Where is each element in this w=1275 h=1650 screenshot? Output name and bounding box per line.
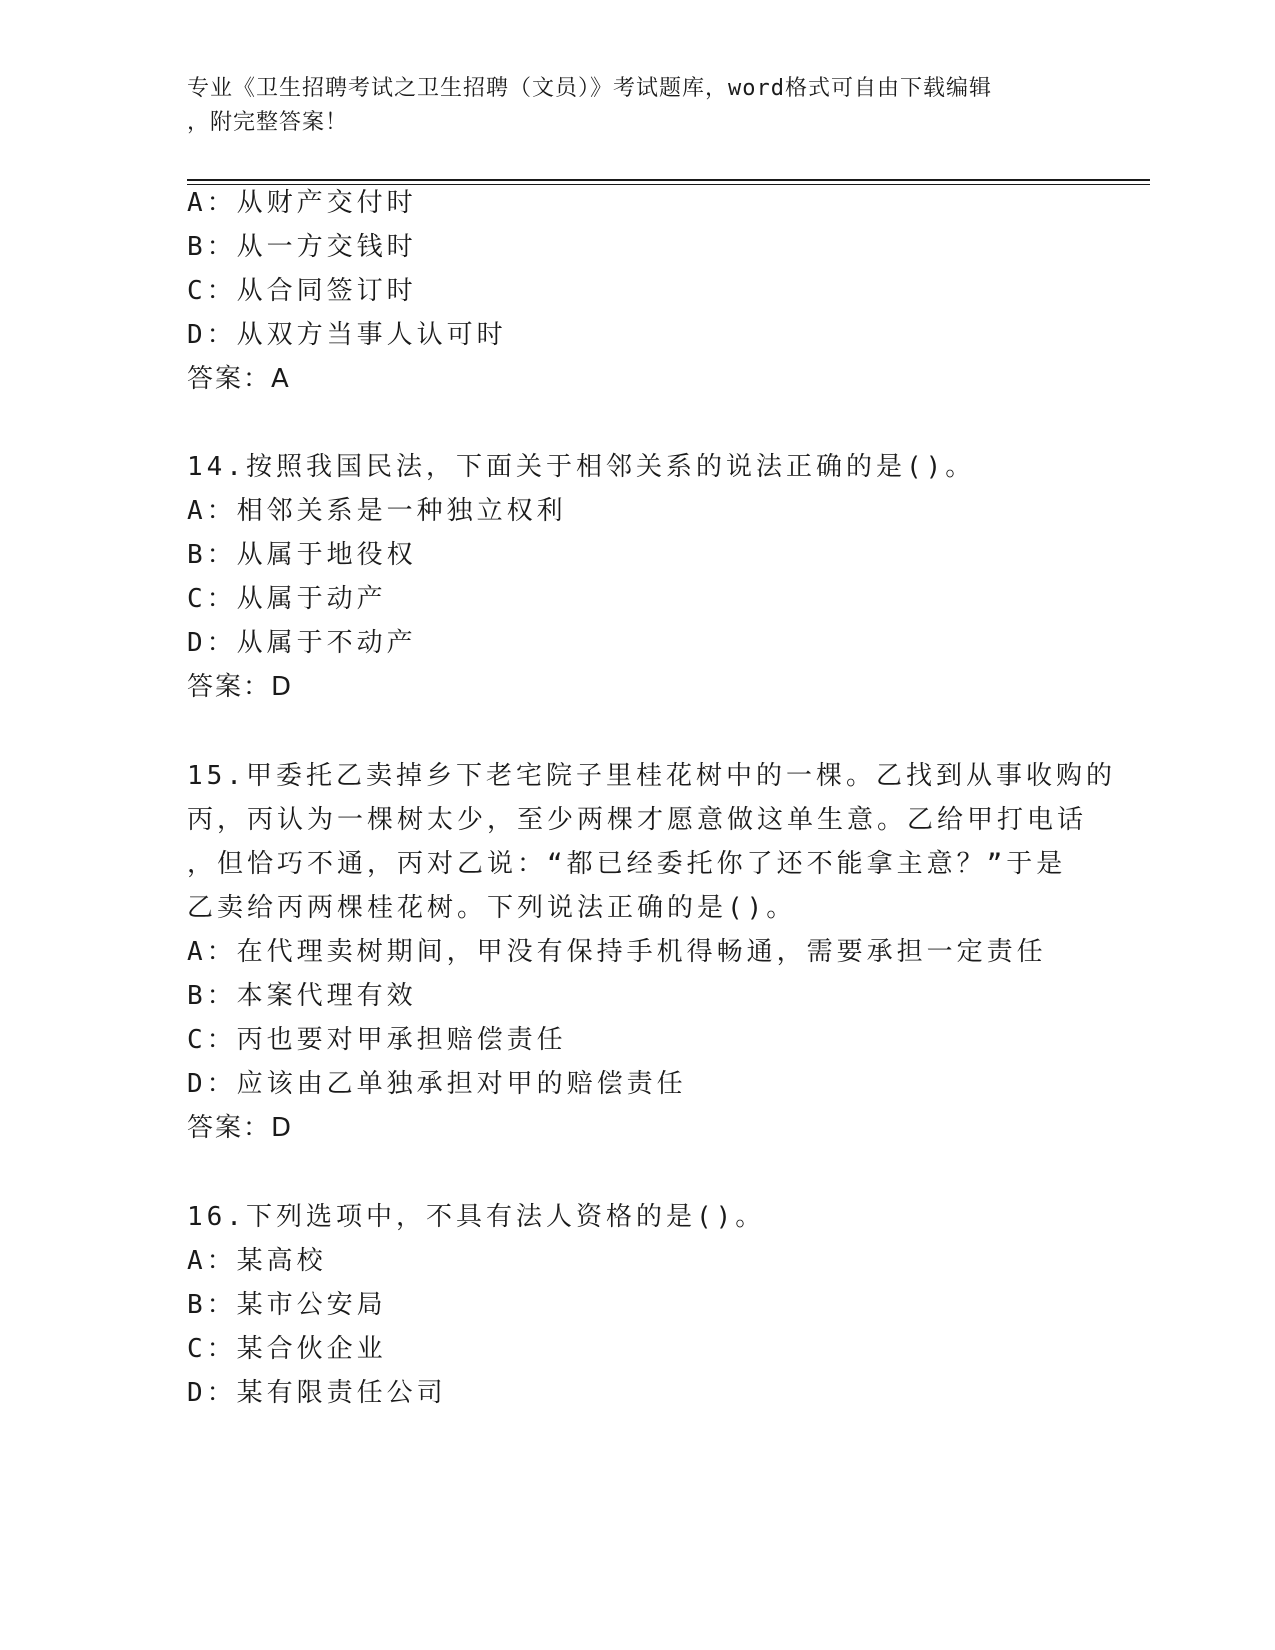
q15-option-d: D：应该由乙单独承担对甲的赔偿责任 [187, 1069, 687, 1099]
q15-stem-line-4: 乙卖给丙两棵桂花树。下列说法正确的是()。 [187, 893, 797, 923]
document-header [187, 72, 1067, 140]
q16-option-b: B：某市公安局 [187, 1290, 387, 1320]
q14-answer: 答案：D [187, 672, 294, 702]
q13-answer: 答案：A [187, 364, 291, 394]
q15-option-b: B：本案代理有效 [187, 981, 417, 1011]
q16-option-a: A：某高校 [187, 1246, 327, 1276]
header-divider-thick [187, 179, 1150, 181]
q14-option-d: D：从属于不动产 [187, 628, 417, 658]
q13-option-c: C：从合同签订时 [187, 276, 417, 306]
q15-stem-line-3: ，但恰巧不通，丙对乙说：“都已经委托你了还不能拿主意？”于是 [187, 849, 1067, 879]
header-line-2: ，附完整答案！ [187, 110, 349, 135]
q14-option-b: B：从属于地役权 [187, 540, 417, 570]
q16-stem: 16.下列选项中，不具有法人资格的是()。 [187, 1202, 766, 1232]
q15-stem-line-2: 丙，丙认为一棵树太少，至少两棵才愿意做这单生意。乙给甲打电话 [187, 805, 1088, 835]
q16-option-c: C：某合伙企业 [187, 1334, 387, 1364]
q14-option-c: C：从属于动产 [187, 584, 387, 614]
q15-stem-line-1: 15.甲委托乙卖掉乡下老宅院子里桂花树中的一棵。乙找到从事收购的 [187, 761, 1116, 791]
q15-option-c: C：丙也要对甲承担赔偿责任 [187, 1025, 567, 1055]
q14-option-a: A：相邻关系是一种独立权利 [187, 496, 567, 526]
q16-option-d: D：某有限责任公司 [187, 1378, 447, 1408]
q14-stem: 14.按照我国民法，下面关于相邻关系的说法正确的是()。 [187, 452, 976, 482]
q13-option-a: A：从财产交付时 [187, 188, 417, 218]
q15-answer: 答案：D [187, 1113, 294, 1143]
header-line-1: 专业《卫生招聘考试之卫生招聘（文员）》考试题库，word格式可自由下载编辑 [187, 76, 992, 101]
q13-option-b: B：从一方交钱时 [187, 232, 417, 262]
q13-option-d: D：从双方当事人认可时 [187, 320, 507, 350]
q15-option-a: A：在代理卖树期间，甲没有保持手机得畅通，需要承担一定责任 [187, 937, 1047, 967]
